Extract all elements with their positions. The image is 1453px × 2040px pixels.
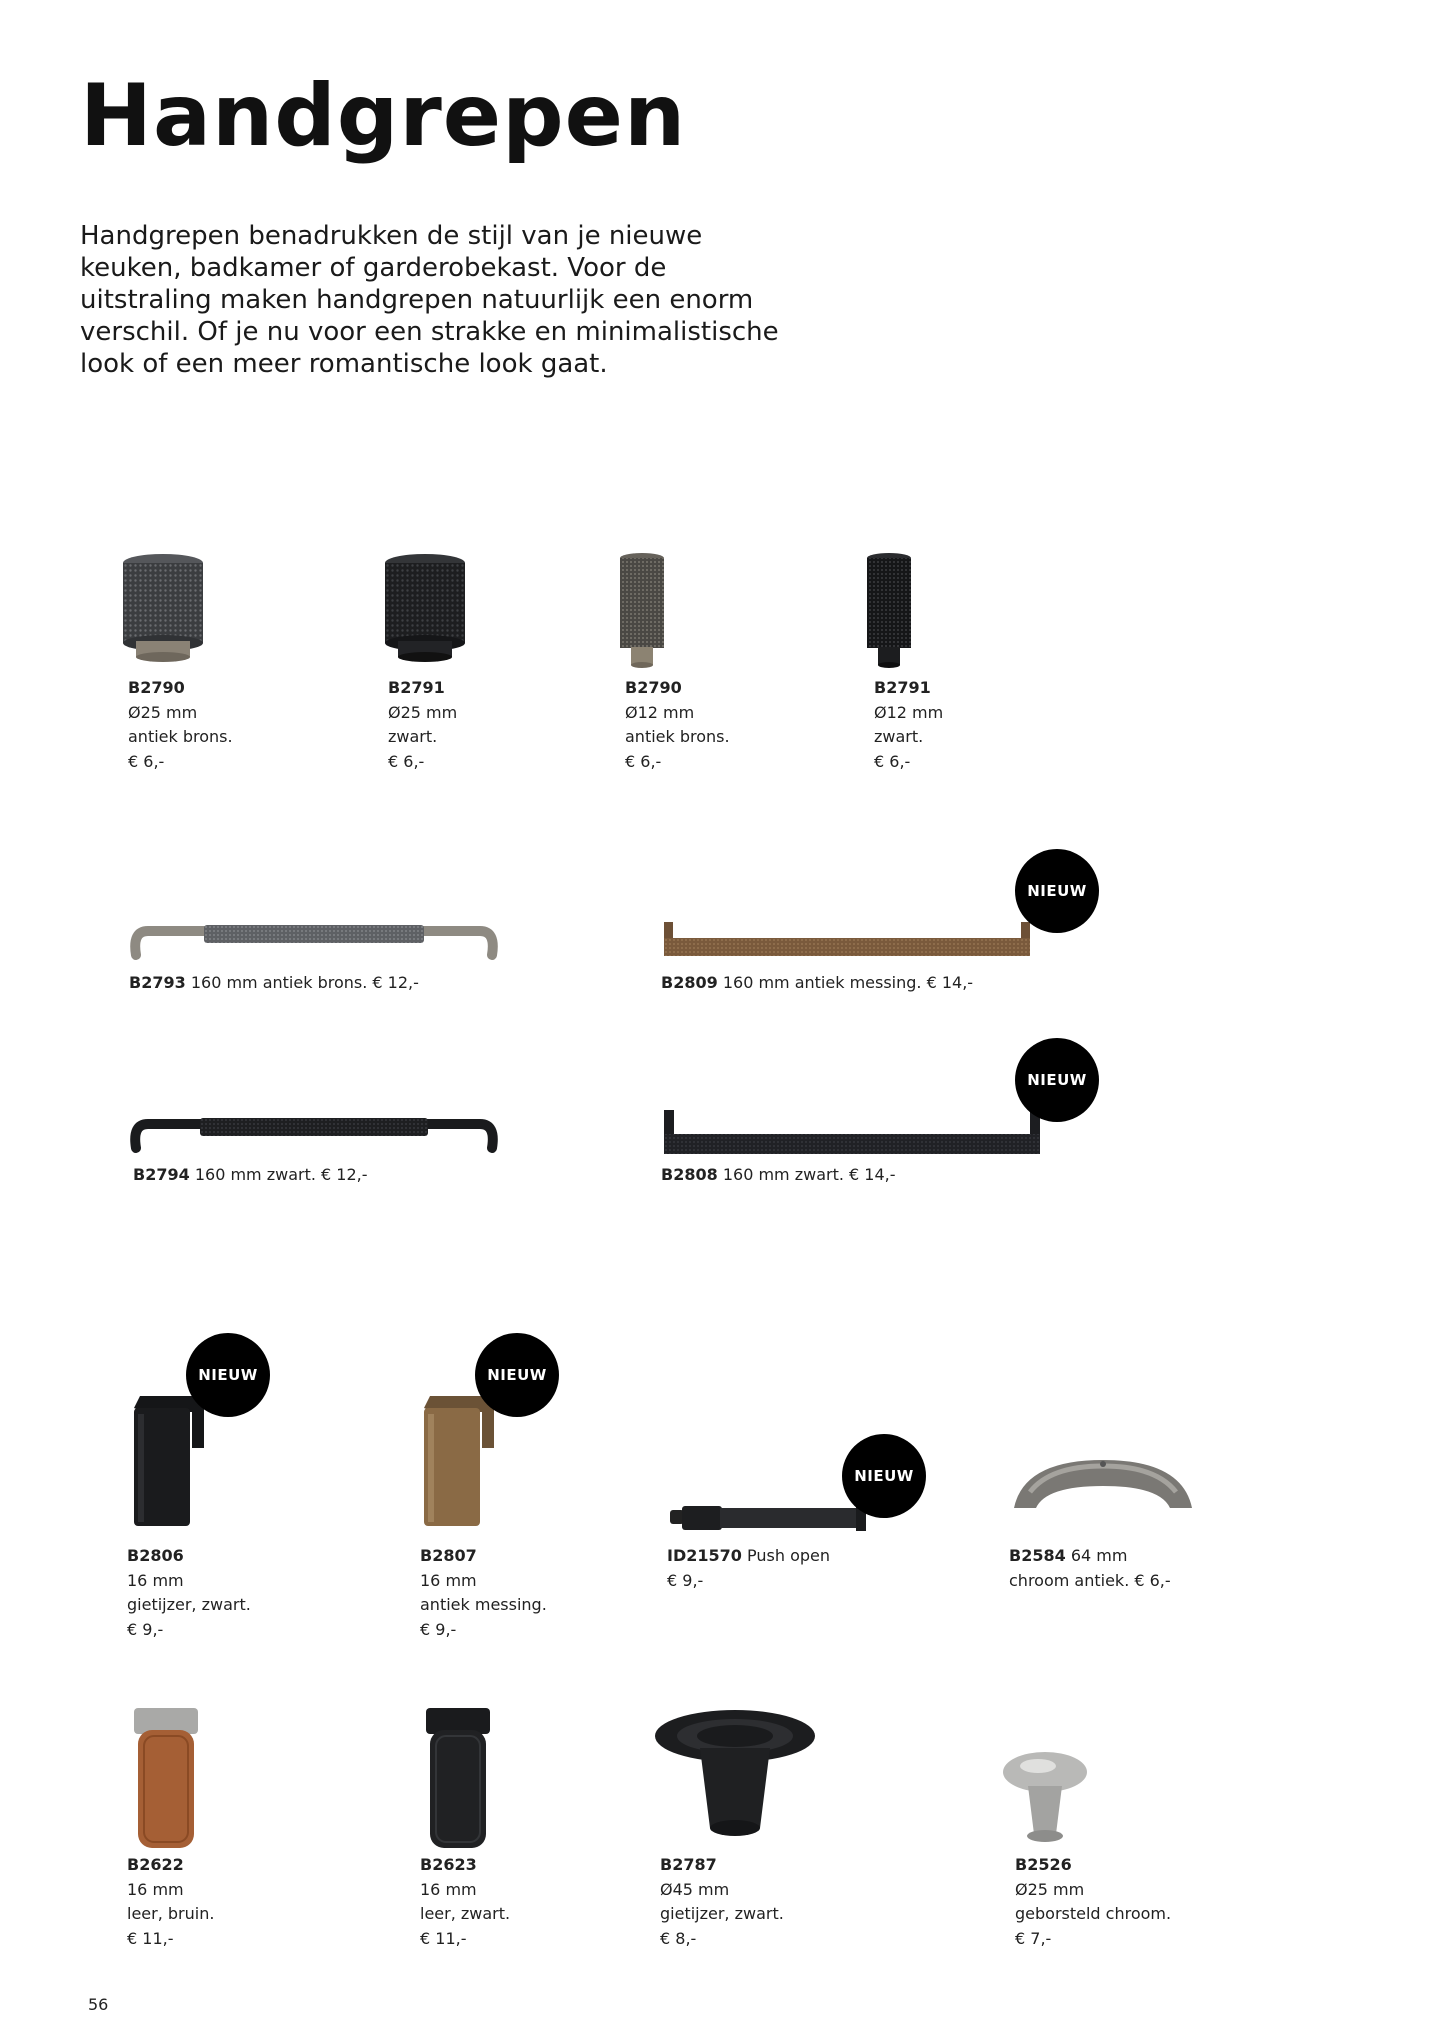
product-code: B2790 <box>128 678 185 697</box>
knob-caption <box>874 676 943 774</box>
knob-image-black <box>380 553 470 665</box>
product-finish: antiek brons. <box>625 727 730 746</box>
product-size: 16 mm <box>420 1879 477 1899</box>
product-code: B2807 <box>420 1546 477 1565</box>
product-code: B2809 <box>661 973 718 992</box>
product-code: B2806 <box>127 1546 184 1565</box>
new-badge: NIEUW <box>1015 849 1099 933</box>
product-size: Ø25 mm <box>388 702 458 722</box>
product-code: B2794 <box>133 1165 190 1184</box>
product-finish: antiek brons. <box>128 727 233 746</box>
product-code: B2791 <box>388 678 445 697</box>
hook-handle-image-black <box>130 1388 210 1530</box>
product-code: ID21570 <box>667 1546 742 1565</box>
product-price: € 9,- <box>667 1570 704 1590</box>
product-code: B2790 <box>625 678 682 697</box>
product-price: € 11,- <box>420 1928 467 1948</box>
product-code: B2793 <box>129 973 186 992</box>
new-badge: NIEUW <box>842 1434 926 1518</box>
page-number: 56 <box>88 1995 109 2014</box>
product-desc: 160 mm zwart. € 12,- <box>194 1165 368 1184</box>
knob-caption <box>128 676 233 774</box>
leather-pull-image-black <box>422 1706 494 1852</box>
leather-pull-caption <box>420 1853 510 1951</box>
product-desc: 160 mm antiek brons. € 12,- <box>190 973 419 992</box>
page-title: Handgrepen <box>80 66 687 166</box>
knob-image-antique-bronze <box>118 553 208 665</box>
product-size: 64 mm <box>1070 1546 1128 1565</box>
product-code: B2808 <box>661 1165 718 1184</box>
chrome-knob-image <box>1000 1750 1090 1846</box>
product-price: € 6,- <box>874 751 911 771</box>
bar-handle-image-black-straight <box>660 1108 1044 1158</box>
chrome-knob-caption <box>1015 1853 1171 1951</box>
cup-handle-caption <box>1009 1544 1171 1593</box>
product-price: € 6,- <box>625 751 662 771</box>
product-code: B2526 <box>1015 1855 1072 1874</box>
product-size: Ø25 mm <box>1015 1879 1085 1899</box>
product-size: Ø45 mm <box>660 1879 730 1899</box>
leather-pull-caption <box>127 1853 214 1951</box>
product-price: € 9,- <box>127 1619 164 1639</box>
product-finish: gietijzer, zwart. <box>660 1904 784 1923</box>
product-code: B2791 <box>874 678 931 697</box>
product-size: Ø25 mm <box>128 702 198 722</box>
product-code: B2622 <box>127 1855 184 1874</box>
bar-handle-image-black <box>128 1110 500 1158</box>
product-price: € 6,- <box>128 751 165 771</box>
product-finish: leer, bruin. <box>127 1904 215 1923</box>
product-price: € 6,- <box>388 751 425 771</box>
product-size: 16 mm <box>420 1570 477 1590</box>
product-price: € 11,- <box>127 1928 174 1948</box>
product-price: € 9,- <box>420 1619 457 1639</box>
intro-paragraph: Handgrepen benadrukken de stijl van je nieuwe keuken, badkamer of garderobekast. Voor de uitstraling maken handgrepen natuurlijk een enorm verschil. Of je nu voor een strakke en minimalistische look of een meer romantische look gaat. <box>80 221 779 379</box>
product-price: € 7,- <box>1015 1928 1052 1948</box>
new-badge: NIEUW <box>475 1333 559 1417</box>
product-code: B2623 <box>420 1855 477 1874</box>
product-desc: 160 mm zwart. € 14,- <box>722 1165 896 1184</box>
product-size: 16 mm <box>127 1570 184 1590</box>
cast-iron-knob-image <box>652 1708 818 1844</box>
hook-handle-image-antique-brass <box>420 1388 500 1530</box>
product-finish: zwart. <box>874 727 924 746</box>
product-finish: zwart. <box>388 727 438 746</box>
bar-handle-image-antique-bronze <box>128 917 500 965</box>
push-open-caption <box>667 1544 830 1593</box>
product-size: 16 mm <box>127 1879 184 1899</box>
bar-caption <box>129 973 419 992</box>
knob-caption <box>625 676 730 774</box>
slim-knob-image-black <box>864 552 914 668</box>
product-code: B2787 <box>660 1855 717 1874</box>
leather-pull-image-brown <box>130 1706 202 1852</box>
bar-caption <box>661 1165 896 1184</box>
product-price: € 8,- <box>660 1928 697 1948</box>
new-badge: NIEUW <box>1015 1038 1099 1122</box>
bar-handle-image-antique-brass <box>660 918 1034 960</box>
product-finish: gietijzer, zwart. <box>127 1595 251 1614</box>
product-code: B2584 <box>1009 1546 1066 1565</box>
new-badge: NIEUW <box>186 1333 270 1417</box>
push-open-image <box>670 1500 870 1536</box>
bar-caption <box>133 1165 368 1184</box>
cup-handle-image-antique-chrome <box>1010 1452 1196 1514</box>
hook-caption <box>127 1544 251 1642</box>
slim-knob-image-antique-bronze <box>617 552 667 668</box>
product-size: Ø12 mm <box>625 702 695 722</box>
product-size: Ø12 mm <box>874 702 944 722</box>
product-finish: antiek messing. <box>420 1595 547 1614</box>
bar-caption <box>661 973 973 992</box>
product-finish: geborsteld chroom. <box>1015 1904 1172 1923</box>
product-finish-price: chroom antiek. € 6,- <box>1009 1570 1171 1590</box>
product-finish: leer, zwart. <box>420 1904 511 1923</box>
product-type: Push open <box>747 1546 830 1565</box>
product-desc: 160 mm antiek messing. € 14,- <box>722 973 974 992</box>
knob-caption <box>388 676 457 774</box>
cast-iron-knob-caption <box>660 1853 784 1951</box>
hook-caption <box>420 1544 547 1642</box>
